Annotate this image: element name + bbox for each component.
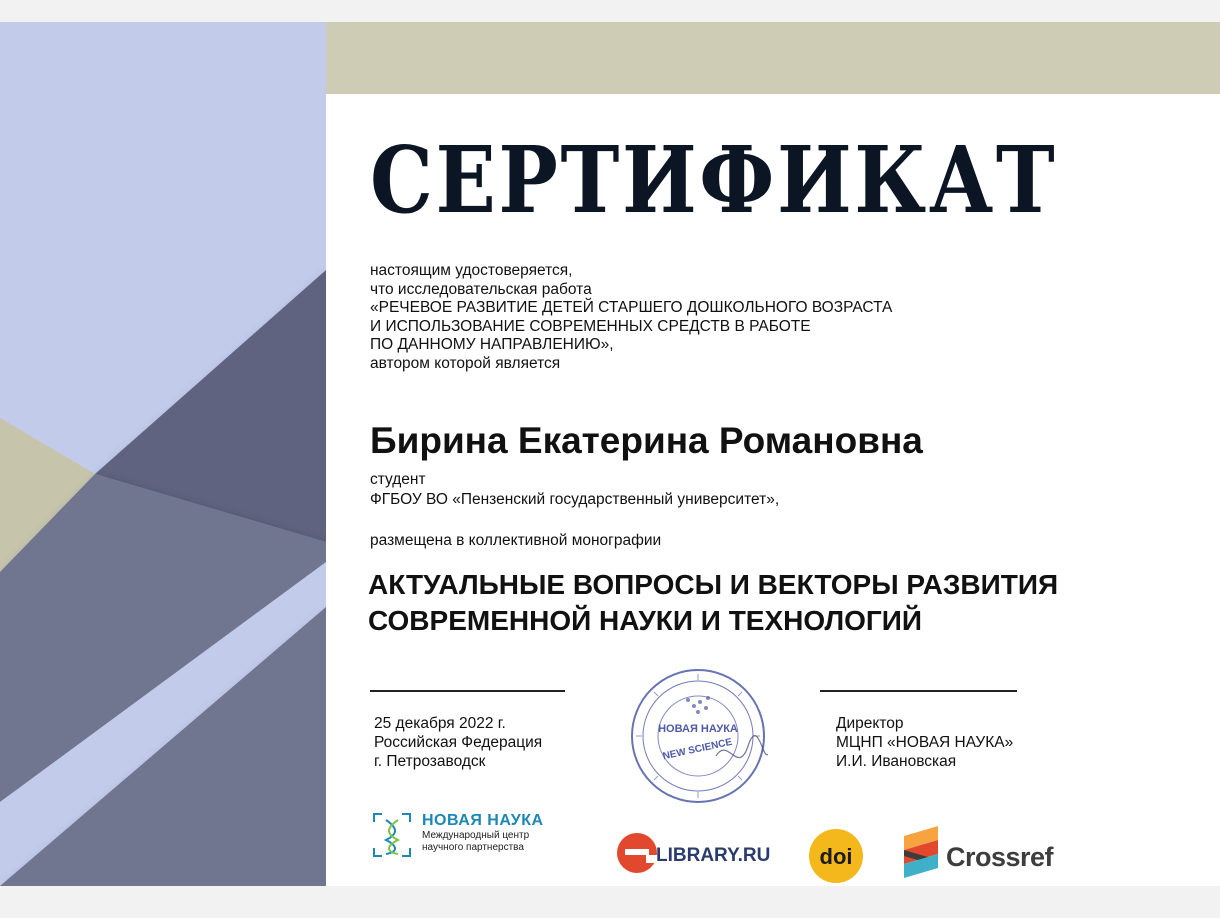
- novaya-nauka-logo: [372, 812, 602, 862]
- nn-logo-subtitle: научного партнерства: [422, 842, 524, 853]
- issue-date: 25 декабря 2022 г.: [374, 715, 506, 732]
- left-signature-line: [370, 690, 565, 692]
- dna-icon: [372, 812, 412, 858]
- monograph-title-line: АКТУАЛЬНЫЕ ВОПРОСЫ И ВЕКТОРЫ РАЗВИТИЯ: [368, 569, 1059, 600]
- stamp-title: НОВАЯ НАУКА: [658, 723, 738, 735]
- issue-country: Российская Федерация: [374, 734, 543, 751]
- elibrary-logo: [616, 830, 776, 880]
- monograph-title-line: СОВРЕМЕННОЙ НАУКИ И ТЕХНОЛОГИЙ: [368, 605, 922, 636]
- doi-icon: [808, 828, 864, 884]
- author-affiliation: ФГБОУ ВО «Пензенский государственный университет»,: [370, 491, 780, 508]
- nn-logo-subtitle: Международный центр: [422, 830, 530, 841]
- doi-logo: [808, 828, 864, 884]
- certificate-page: [0, 22, 1220, 886]
- author-role: студент: [370, 471, 426, 488]
- signatory-organization: МЦНП «НОВАЯ НАУКА»: [836, 734, 1014, 751]
- intro-line: что исследовательская работа: [370, 280, 592, 298]
- signatory-position: Директор: [836, 715, 904, 732]
- intro-text: [370, 262, 892, 373]
- monograph-title: [368, 567, 1058, 639]
- geometric-background: [0, 22, 326, 886]
- work-title-line: И ИСПОЛЬЗОВАНИЕ СОВРЕМЕННЫХ СРЕДСТВ В РАБОТЕ: [370, 317, 811, 335]
- signatory-name: И.И. Ивановская: [836, 753, 957, 770]
- intro-line: настоящим удостоверяется,: [370, 262, 573, 279]
- work-title-line: «РЕЧЕВОЕ РАЗВИТИЕ ДЕТЕЙ СТАРШЕГО ДОШКОЛЬНОГО ВОЗРАСТА: [370, 299, 893, 316]
- issue-city: г. Петрозаводск: [374, 753, 486, 770]
- work-title-line: ПО ДАННОМУ НАПРАВЛЕНИЮ»,: [370, 336, 614, 353]
- author-name: Бирина Екатерина Романовна: [370, 420, 923, 461]
- crossref-logo: [904, 826, 1064, 882]
- signatory-block: [836, 714, 1013, 771]
- doi-text: doi: [819, 844, 853, 869]
- certificate-title: СЕРТИФИКАТ: [370, 126, 1058, 234]
- nn-logo-title: НОВАЯ НАУКА: [422, 812, 544, 829]
- official-stamp: [628, 666, 768, 806]
- crossref-text: Crossref: [946, 842, 1054, 872]
- placed-text: размещена в коллективной монографии: [370, 532, 662, 549]
- left-decorative-panel: [0, 22, 326, 886]
- stamp-subtitle: NEW SCIENCE: [661, 736, 734, 763]
- intro-line: автором которой является: [370, 354, 561, 372]
- elibrary-text: LIBRARY.RU: [656, 845, 771, 866]
- right-signature-line: [820, 690, 1017, 692]
- elibrary-e-icon: [616, 832, 658, 874]
- crossref-icon: [904, 826, 942, 880]
- top-band: [326, 22, 1220, 94]
- date-place-block: [374, 714, 542, 771]
- author-affiliation-block: [370, 470, 779, 510]
